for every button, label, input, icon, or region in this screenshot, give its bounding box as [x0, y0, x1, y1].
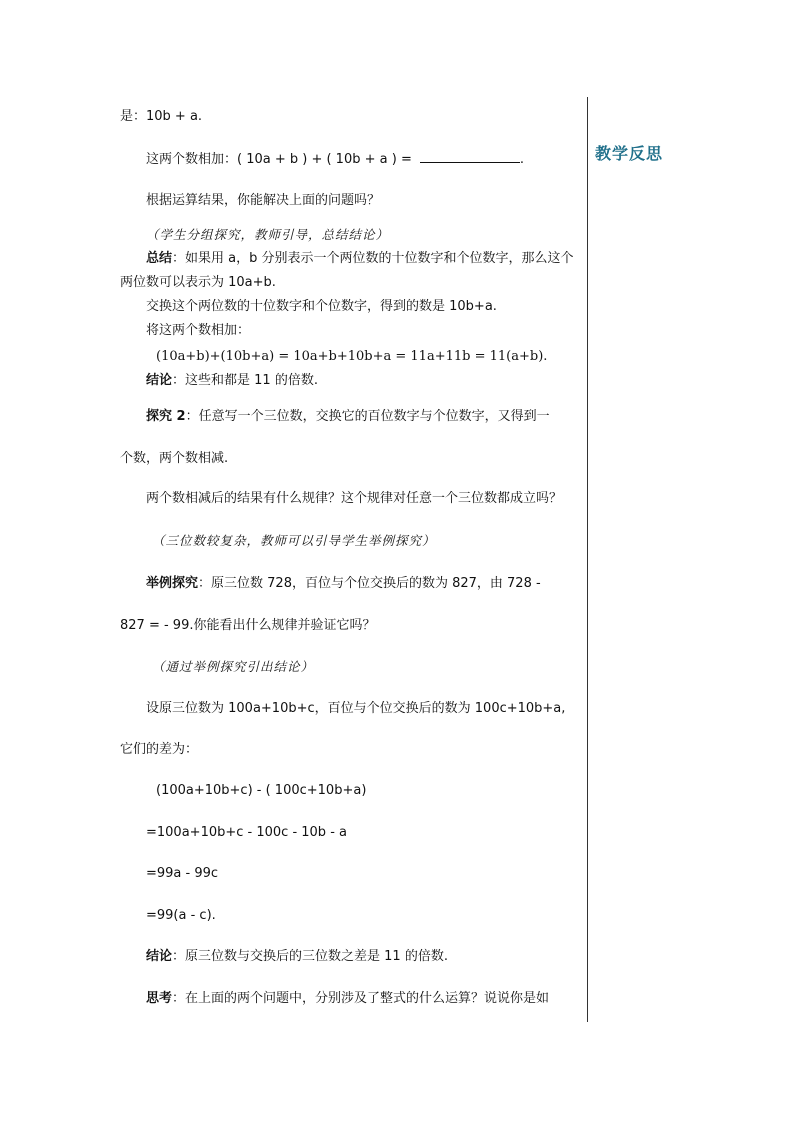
teaching-reflection-title: 教学反思 [595, 144, 664, 163]
text-line: 是：10b + a. [120, 109, 203, 124]
text-line: 设原三位数为 100a+10b+c，百位与个位交换后的数为 100c+10b+a, [146, 701, 566, 716]
column-divider [587, 97, 588, 1022]
text-line: 两位数可以表示为 10a+b. [120, 275, 276, 290]
text-punct: . [519, 152, 524, 167]
text-line: 个数，两个数相减. [120, 451, 229, 466]
text-line: 根据运算结果，你能解决上面的问题吗？ [146, 193, 381, 208]
text-line: 两个数相减后的结果有什么规律？这个规律对任意一个三位数都成立吗？ [146, 491, 563, 506]
text-line: 这两个数相加：( 10a + b ) + ( 10b + a ) = [146, 152, 412, 167]
teaching-note: （三位数较复杂，教师可以引导学生举例探究） [152, 533, 436, 548]
text-line: 将这两个数相加： [146, 323, 251, 338]
label-explore-2: 探究 2 [146, 409, 186, 424]
text-line: 举例探究：原三位数 728，百位与个位交换后的数为 827，由 728 - [146, 576, 541, 591]
teaching-note: （学生分组探究，教师引导，总结结论） [146, 227, 390, 242]
text-line-with-blank [146, 150, 524, 169]
teaching-note: （通过举例探究引出结论） [152, 659, 315, 674]
formula-line: (100a+10b+c) - ( 100c+10b+a) [156, 783, 367, 798]
text-line: 交换这个两位数的十位数字和个位数字，得到的数是 10b+a. [146, 299, 497, 314]
formula-line: =100a+10b+c - 100c - 10b - a [146, 825, 347, 840]
label-think: 思考 [146, 991, 173, 1006]
formula-line: (10a+b)+(10b+a) = 10a+b+10b+a = 11a+11b = 11(a+b). [156, 349, 548, 364]
label-conclusion: 结论 [146, 949, 173, 964]
text-line: 结论：这些和都是 11 的倍数. [146, 373, 318, 388]
label-example: 举例探究 [146, 576, 199, 591]
formula-line: =99(a - c). [146, 908, 216, 923]
answer-blank[interactable] [420, 150, 520, 163]
text-line: 思考：在上面的两个问题中，分别涉及了整式的什么运算？说说你是如 [146, 991, 550, 1006]
text-line: 总结：如果用 a，b 分别表示一个两位数的十位数字和个位数字，那么这个 [146, 251, 574, 266]
text-line: 它们的差为： [120, 742, 199, 757]
text-line: 探究 2：任意写一个三位数，交换它的百位数字与个位数字，又得到一 [146, 409, 550, 424]
formula-line: =99a - 99c [146, 866, 219, 881]
text-line: 827 = - 99.你能看出什么规律并验证它吗？ [120, 618, 376, 633]
label-conclusion: 结论 [146, 373, 173, 388]
label-summary: 总结 [146, 251, 173, 266]
text-line: 结论：原三位数与交换后的三位数之差是 11 的倍数. [146, 949, 448, 964]
